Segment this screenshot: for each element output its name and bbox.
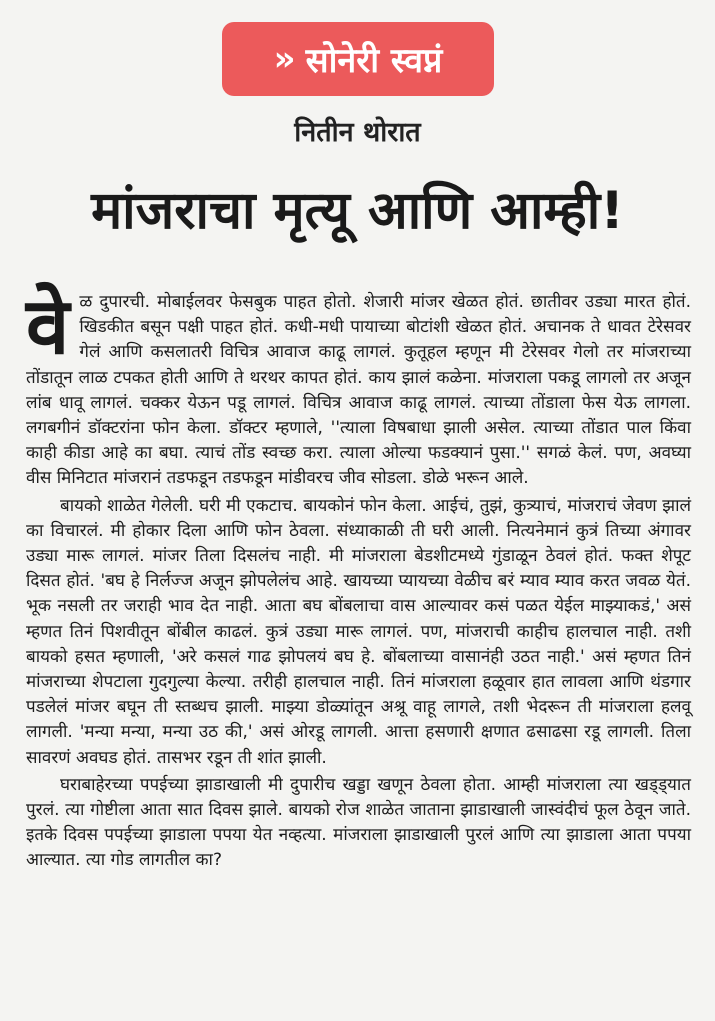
drop-cap: वे: [26, 282, 70, 372]
author-byline: नितीन थोरात: [294, 117, 421, 148]
headline: मांजराचा मृत्यू आणि आम्ही!: [91, 181, 624, 241]
article-paragraph-2: बायको शाळेत गेलेली. घरी मी एकटाच. बायकोनं फोन केला. आईचं, तुझं, कुत्र्याचं, मांजराचं जेवण झालं का विचारलं. मी होकार दिला आणि फोन ठेवला. संध्याकाळी ती घरी आली. नित्यनेमानं कुत्रं तिच्या अंगावर उड्या मारू लागलं. मांजर तिला दिसलंच नाही. मी मांजराला बेडशीटमध्ये गुंडाळून ठेवलं होतं. फक्त शेपूट दिसत होतं. 'बघ हे निर्लज्ज अजून झोपलेलंच आहे. खायच्या प्यायच्या वेळीच बरं म्याव म्याव करत जवळ येतं. भूक नसली तर जराही भाव देत नाही. आता बघ बोंबलाचा वास आल्यावर कसं पळत येईल माझ्याकडं,' असं म्हणत तिनं पिशवीतून बोंबील काढलं. कुत्रं उड्या मारू लागलं. पण, मांजराची काहीच हालचाल नाही. तशी बायको हसत म्हणाली, 'अरे कसलं गाढ झोपलयं बघ हे. बोंबलाच्या वासानंही उठत नाही.' असं म्हणत तिनं मांजराच्या शेपटाला गुदगुल्या केल्या. तरीही हालचाल नाही. तिनं मांजराला हळूवार हात लावला आणि थंडगार पडलेलं मांजर बघून ती स्तब्धच झाली. माझ्या डोळ्यांतून अश्रू वाहू लागले, तशी भेदरून ती मांजराला हलवू लागली. 'मन्या मन्या, मन्या उठ की,' असं ओरडू लागली. आत्ता हसणारी क्षणात ढसाढसा रडू लागली. तिला सावरणं अवघड होतं. तासभर रडून ती शांत झाली.: [26, 495, 691, 768]
article-body: [26, 282, 691, 874]
double-chevron-icon: »: [273, 39, 296, 79]
column-title: सोनेरी स्वप्नं: [305, 41, 443, 81]
article-paragraph-3: घराबाहेरच्या पपईच्या झाडाखाली मी दुपारीच खड्डा खणून ठेवला होता. आम्ही मांजराला त्या खड्ड्यात पुरलं. त्या गोष्टीला आता सात दिवस झाले. बायको रोज शाळेत जाताना झाडाखाली जास्वंदीचं फूल ठेवून जाते. इतके दिवस पपईच्या झाडाला पपया येत नव्हत्या. मांजराला झाडाखाली पुरलं आणि त्या झाडाला आता पपया आल्यात. त्या गोड लागतील का?: [26, 774, 691, 871]
article-paragraph-1: [26, 282, 691, 492]
paragraph-text: ळ दुपारची. मोबाईलवर फेसबुक पाहत होतो. शेजारी मांजर खेळत होतं. छातीवर उड्या मारत होतं. खिडकीत बसून पक्षी पाहत होतं. कधी-मधी पायाच्या बोटांशी खेळत होतं. अचानक ते धावत टेरेसवर गेलं आणि कसलातरी विचित्र आवाज काढू लागलं. कुतूहल म्हणून मी टेरेसवर गेलो तर मांजराच्या तोंडातून लाळ टपकत होती आणि ते थरथर कापत होतं. काय झालं कळेना. मांजराला पकडू लागलो तर अजून लांब धावू लागलं. चक्कर येऊन पडू लागलं. विचित्र आवाज काढू लागलं. त्याच्या तोंडाला फेस येऊ लागला. लगबगीनं डॉक्टरांना फोन केला. डॉक्टर म्हणाले, ''त्याला विषबाधा झाली असेल. त्याच्या तोंडात पाल किंवा काही कीडा आहे का बघा. त्याचं तोंड स्वच्छ करा. त्याला ओल्या फडक्यानं पुसा.'' सगळं केलं. पण, अवघ्या वीस मिनिटात मांजरानं तडफडून तडफडून मांडीवरच जीव सोडला. डोळे भरून आले.: [26, 292, 691, 489]
column-badge: [222, 22, 494, 96]
